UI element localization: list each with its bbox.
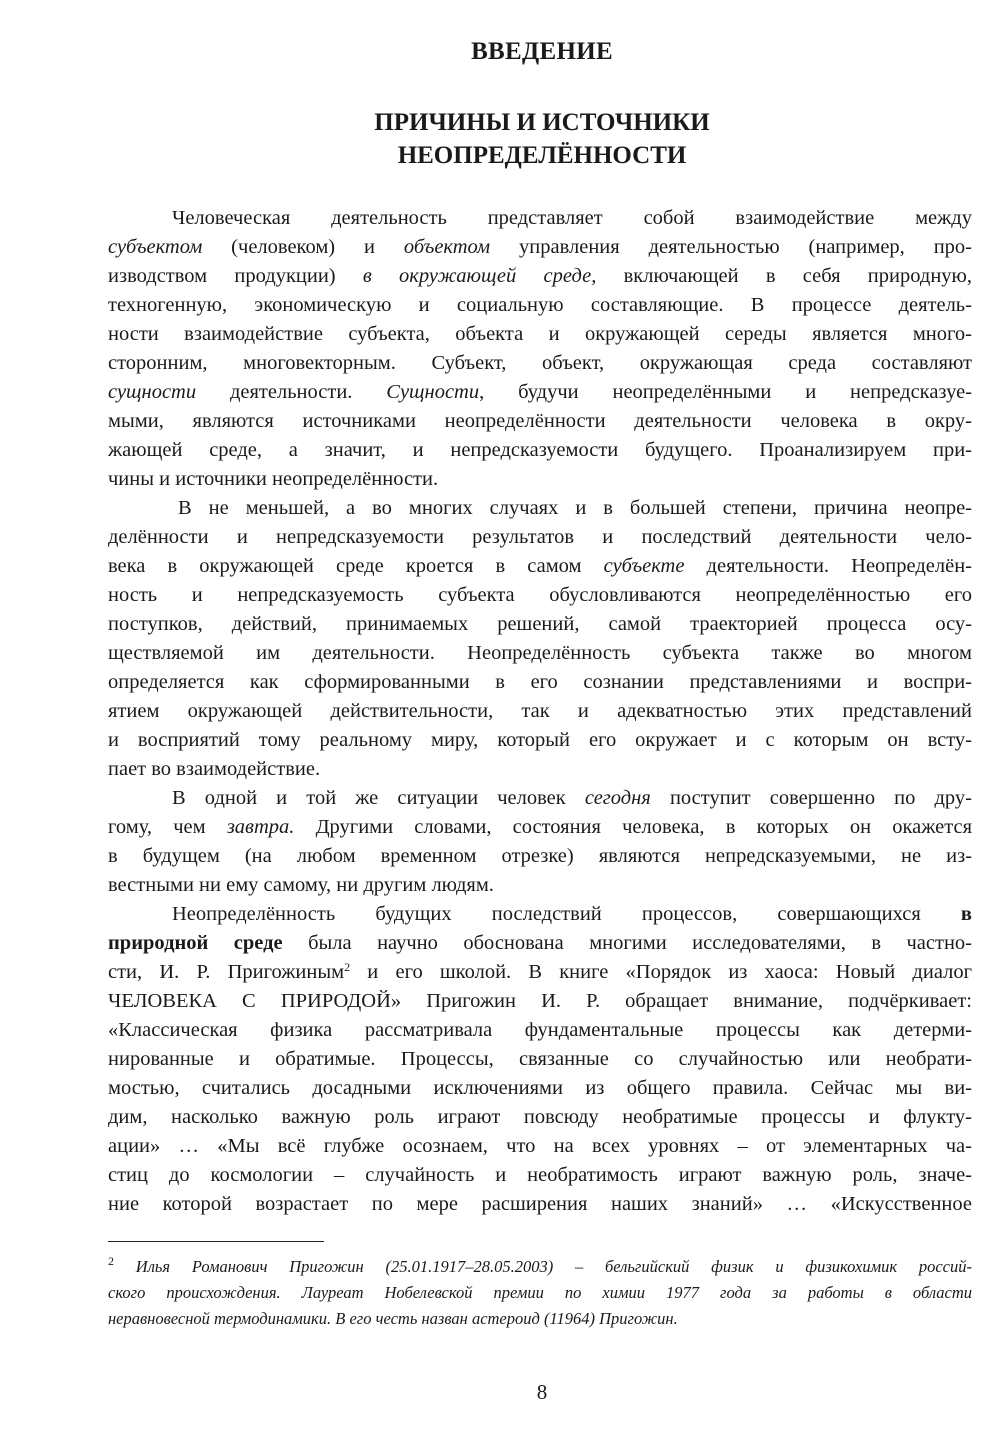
chapter-title-line-1: ПРИЧИНЫ И ИСТОЧНИКИ: [374, 109, 710, 136]
p2-line-8: ятием окружающей действительности, так и адекватностью этих представлений: [108, 700, 972, 722]
p4-line-3: сти, И. Р. Пригожиным$^2$ и его школой. В книге «Порядок из хаоса: Новый диалог: [108, 960, 972, 983]
chapter-title-line-2: НЕОПРЕДЕЛЁННОСТИ: [397, 142, 687, 169]
p2-line-9: и восприятий тому реальному миру, который его окружает и с которым он всту-: [108, 729, 972, 751]
p2-line-5: поступков, действий, принимаемых решений, самой траекторией процесса осу-: [108, 613, 972, 635]
p1-line-3: изводством продукции) в окружающей среде, включающей в себя природную,: [108, 265, 972, 287]
p1-line-9: жающей среде, а значит, и непредсказуемости будущего. Проанализируем при-: [108, 439, 972, 461]
p2-line-1: В не меньшей, а во многих случаях и в большей степени, причина неопре-: [178, 497, 972, 519]
footnote-ref: 2: [344, 960, 351, 974]
p3-line-2: гому, чем завтра. Другими словами, состояния человека, в которых он окажется: [108, 816, 973, 838]
p1-line-2: субъектом (человеком) и объектом управления деятельностью (например, про-: [108, 236, 972, 258]
chapter-title: [0, 106, 1000, 172]
p4-line-4: ЧЕЛОВЕКА С ПРИРОДОЙ» Пригожин И. Р. обращает внимание, подчёркивает:: [108, 990, 972, 1012]
p2-line-3: века в окружающей среде кроется в самом субъекте деятельности. Неопределён-: [108, 555, 973, 577]
p1-line-5: ности взаимодействие субъекта, объекта и окружающей середы является много-: [108, 323, 972, 345]
p4-line-11: ние которой возрастает по мере расширения наших знаний» … «Искусственное: [108, 1193, 972, 1215]
footnote-mark: 2: [108, 1254, 114, 1268]
footnote-line-3: неравновесной термодинамики. В его честь назван астероид (11964) Пригожин.: [108, 1309, 678, 1328]
p4-line-9: ации» … «Мы всё глубже осознаем, что на всех уровнях – от элементарных ча-: [108, 1135, 972, 1157]
p4-line-6: нированные и обратимые. Процессы, связанные со случайностью или необрати-: [108, 1048, 972, 1070]
p1-line-1: Человеческая деятельность представляет собой взаимодействие между: [172, 207, 972, 229]
footnote-line-1: $^2$ Илья Романович Пригожин (25.01.1917–28.05.2003) – бельгийский физик и физикохимик россий-: [108, 1254, 973, 1276]
footnote-line-2: ского происхождения. Лауреат Нобелевской премии по химии 1977 года за работы в области: [108, 1283, 972, 1302]
p4-line-8: дим, насколько важную роль играют повсюду необратимые процессы и флукту-: [108, 1106, 972, 1128]
p1-line-6: сторонним, многовекторным. Субъект, объект, окружающая среда составляют: [108, 352, 972, 374]
p1-line-10: чины и источники неопределённости.: [108, 468, 439, 490]
p4-line-5: «Классическая физика рассматривала фундаментальные процессы как детерми-: [108, 1019, 972, 1041]
p2-line-10: пает во взаимодействие.: [108, 758, 321, 780]
p2-line-4: ность и непредсказуемость субъекта обусловливаются неопределённостью его: [108, 584, 972, 606]
page-number: 8: [536, 1380, 548, 1404]
p3-line-1: В одной и той же ситуации человек сегодня поступит совершенно по дру-: [172, 787, 972, 809]
p4-line-10: стиц до космологии – случайность и необратимость играют важную роль, значе-: [108, 1164, 972, 1186]
p2-line-2: делённости и непредсказуемости результатов и последствий деятельности чело-: [108, 526, 972, 548]
p3-line-4: вестными ни ему самому, ни другим людям.: [108, 874, 494, 896]
p4-line-2: природной среде была научно обоснована многими исследователями, в частно-: [108, 932, 972, 954]
p2-line-7: определяется как сформированными в его сознании представлениями и воспри-: [108, 671, 972, 693]
p2-line-6: ществляемой им деятельности. Неопределённость субъекта также во многом: [108, 642, 972, 664]
section-heading: ВВЕДЕНИЕ: [471, 38, 613, 65]
footnote-divider: [108, 1241, 324, 1242]
p1-line-7: сущности деятельности. Сущности, будучи неопределёнными и непредсказуе-: [108, 381, 972, 403]
p4-line-7: мостью, считались досадными исключениями из общего правила. Сейчас мы ви-: [108, 1077, 972, 1099]
p4-line-1: Неопределённость будущих последствий процессов, совершающихся в: [172, 903, 972, 925]
p3-line-3: в будущем (на любом временном отрезке) являются непредсказуемыми, не из-: [108, 845, 972, 867]
p1-line-4: техногенную, экономическую и социальную составляющие. В процессе деятель-: [108, 294, 972, 316]
p1-line-8: мыми, являются источниками неопределённости деятельности человека в окру-: [108, 410, 972, 432]
